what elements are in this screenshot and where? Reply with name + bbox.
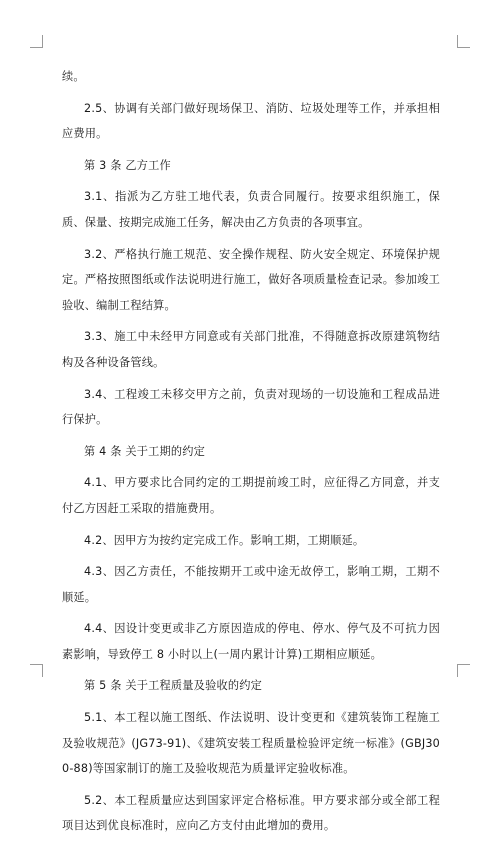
clause-4-1: 4.1、甲方要求比合同约定的工期提前竣工时，应征得乙方同意，并支付乙方因赶工采取的措施费用。 — [62, 476, 440, 515]
clause-4-4: 4.4、因设计变更或非乙方原因造成的停电、停水、停气及不可抗力因素影响，导致停工 8 小时以上(一周内累计计算)工期相应顺延。 — [62, 622, 440, 661]
clause-4-2: 4.2、因甲方为按约定完成工作。影响工期，工期顺延。 — [84, 533, 365, 547]
crop-mark-bottom-left — [30, 664, 43, 677]
clause-3-3: 3.3、施工中未经甲方同意或有关部门批准，不得随意拆改原建筑物结构及各种设备管线。 — [62, 330, 440, 369]
clause-5-2: 5.2、本工程质量应达到国家评定合格标准。甲方要求部分或全部工程项目达到优良标准时，应向乙方支付由此增加的费用。 — [62, 793, 440, 833]
paragraph-continuation: 续。 — [62, 70, 85, 83]
clause-3-4: 3.4、工程竣工未移交甲方之前，负责对现场的一切设施和工程成品进行保护。 — [62, 387, 440, 427]
clause-2-5: 2.5、协调有关部门做好现场保卫、消防、垃圾处理等工作，并承担相应费用。 — [62, 101, 440, 141]
article-5-heading: 第 5 条 关于工程质量及验收的约定 — [84, 679, 263, 693]
clause-3-1: 3.1、指派为乙方驻工地代表，负责合同履行。按要求组织施工，保质、保量、按期完成施工任务，解决由乙方负责的各项事宜。 — [62, 190, 440, 229]
crop-mark-bottom-right — [457, 664, 470, 677]
document-body — [62, 64, 440, 845]
article-3-heading: 第 3 条 乙方工作 — [84, 158, 171, 172]
clause-3-2: 3.2、严格执行施工规范、安全操作规程、防火安全规定、环境保护规定。严格按照图纸或作法说明进行施工，做好各项质量检查记录。参加竣工验收、编制工程结算。 — [62, 247, 440, 312]
article-4-heading: 第 4 条 关于工期的约定 — [84, 444, 206, 458]
clause-5-1: 5.1、本工程以施工图纸、作法说明、设计变更和《建筑装饰工程施工及验收规范》(JG73-91)、《建筑安装工程质量检验评定统一标准》(GBJ300-88)等国家制订的施工及验收规范为质量评定验收标准。 — [62, 711, 440, 776]
crop-mark-top-left — [30, 35, 43, 48]
clause-4-3: 4.3、因乙方责任，不能按期开工或中途无故停工，影响工期，工期不顺延。 — [62, 565, 440, 604]
crop-mark-top-right — [457, 35, 470, 48]
